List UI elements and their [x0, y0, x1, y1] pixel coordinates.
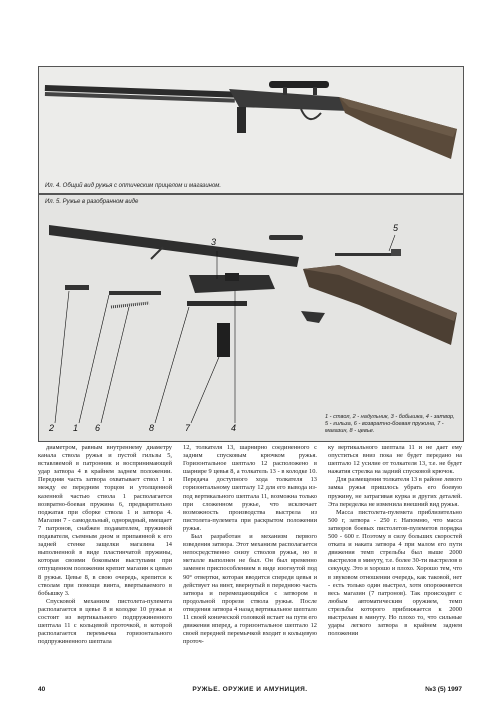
shotgun-with-scope-image — [39, 67, 463, 193]
paragraph: Спусковой механизм пистолета-пулемета располагается в цевье 8 и колодке 10 ружья и состоит из вертикального подпружиненного шептала 11 с кольцевой проточкой, в которой располагается перемычка горизонтального подпружиненного шептала — [38, 597, 172, 646]
issue-number: №3 (5) 1997 — [425, 686, 462, 693]
callout-6: 6 — [95, 423, 101, 433]
text-column-3 — [328, 444, 462, 682]
figure-5-photo — [38, 194, 464, 442]
magazine-title: РУЖЬЕ. ОРУЖИЕ И АМУНИЦИЯ. — [192, 686, 308, 693]
callout-1: 1 — [73, 423, 79, 433]
figure-4-caption: Ил. 4. Общий вид ружья с оптическим прицелом и магазином. — [45, 183, 222, 189]
text-column-1 — [38, 444, 172, 682]
figure-5-caption: Ил. 5. Ружье в разобранном виде — [45, 199, 139, 205]
callout-3: 3 — [211, 237, 217, 247]
callout-4: 4 — [231, 423, 237, 433]
paragraph: диаметром, равным внутреннему диаметру канала ствола ружья и пустой гильзы 5, вставляемой в патронник и воспринимающей удар затвора 4 в крайнем заднем положении. Передняя часть затвора охватывает ствол 1 и между ее передним торцом и утолщенной казенной частью ствола 1 располагается возвратно-боевая пружина 6, предварительно поджатая при сборке ствола 1 и затвора 4. Магазин 7 - самодельный, однорядный, вмещает 7 патронов, снабжен подавателем, пружиной подавателя, съемным дном и припаянной к его задней стенке защелки магазина 14 выполненной в виде пластинчатой пружины, которая своими боковыми выступами при отпущенном положении крепит магазин к цевью 8 ружья. Цевье 8, в свою очередь, крепится к стволам при помощи винта, ввертываемого в бобышку 3. — [38, 444, 172, 597]
text-column-2 — [183, 444, 317, 682]
page-footer — [38, 686, 462, 696]
magazine-page — [38, 66, 462, 696]
paragraph: 12, толкателя 13, шарнирно соединенного с задним спусковым крючком ружья. Горизонтальное шептало 12 расположено в шарнире 9 цевья 8, а толкатель 13 - в колодке 10. Передача доступного хода толкателя 13 горизонтальному шепталу 12 для его вывода из-под вертикального шептала 11, возможна только при сложенном ружье, что исключает возможность производства выстрела из пистолета-пулемета при раскрытом положении ружья. — [183, 444, 317, 532]
page-number: 40 — [38, 686, 46, 693]
callout-5: 5 — [393, 223, 399, 233]
paragraph: Масса пистолета-пулемета приблизительно 500 г, затвора - 250 г. Напомню, что масса затворов боевых пистолетов-пулеметов порядка 500 - 600 г. Поэтому в силу больших скоростей отката и наката затвора 4 при малом его пути движения темп стрельбы был выше 2000 выстрелов в минуту, т.е. более 30-ти выстрелов в секунду. Это и хорошо и плохо. Хорошо тем, что в звуковом отношении очередь, как таковой, нет - есть только один выстрел, хотя опорожняется весь магазин (7 патронов). Так происходит с любым автоматическим оружием, темп стрельбы которого приближается к 2000 выстрелам в минуту. Но плохо то, что сильные удары легкого затвора в крайнем заднем положении — [328, 508, 462, 638]
callout-2: 2 — [49, 423, 55, 433]
callout-8: 8 — [149, 423, 155, 433]
figure-4-photo — [38, 66, 464, 194]
callout-7: 7 — [185, 423, 191, 433]
paragraph: Был разработан и механизм первого взведения затвора. Этот механизм располагается непосредственно снизу стволов ружья, но в металле выполнен не был. Он был временно заменен приспособлением в виде изогнутой под 90° отвертки, которая вводится спереди цевья и действует на винт, ввернутый в переднюю часть затвора и перемещающийся с затвором в продольной прорези ствола ружья. После отведения затвора 4 назад вертикальное шептало 11 своей конической головкой встает на пути его движения вперед, а горизонтальное шептало 12 своей передней перемычкой входит в кольцевую проточ- — [183, 533, 317, 646]
paragraph: Для размещения толкателя 13 в районе левого замка ружья пришлось убрать его боевую пружину, не затрагивая курка и других деталей. Эта переделка не изменила внешний вид ружья. — [328, 476, 462, 508]
figure-5-legend: 1 - ствол, 2 - надульник, 3 - бобышка, 4 - затвор, 5 - гильза, 6 - возвратно-боевая пружина, 7 - магазин, 8 - цевье. — [325, 414, 455, 434]
article-body — [38, 444, 462, 682]
disassembled-shotgun-image — [39, 195, 463, 441]
paragraph: ку вертикального шептала 11 и не дает ему опуститься вниз пока не будет передано на шептало 12 усилие от толкателя 13, т.е. не будет нажатия стрелка на задний спусковой крючок. — [328, 444, 462, 476]
